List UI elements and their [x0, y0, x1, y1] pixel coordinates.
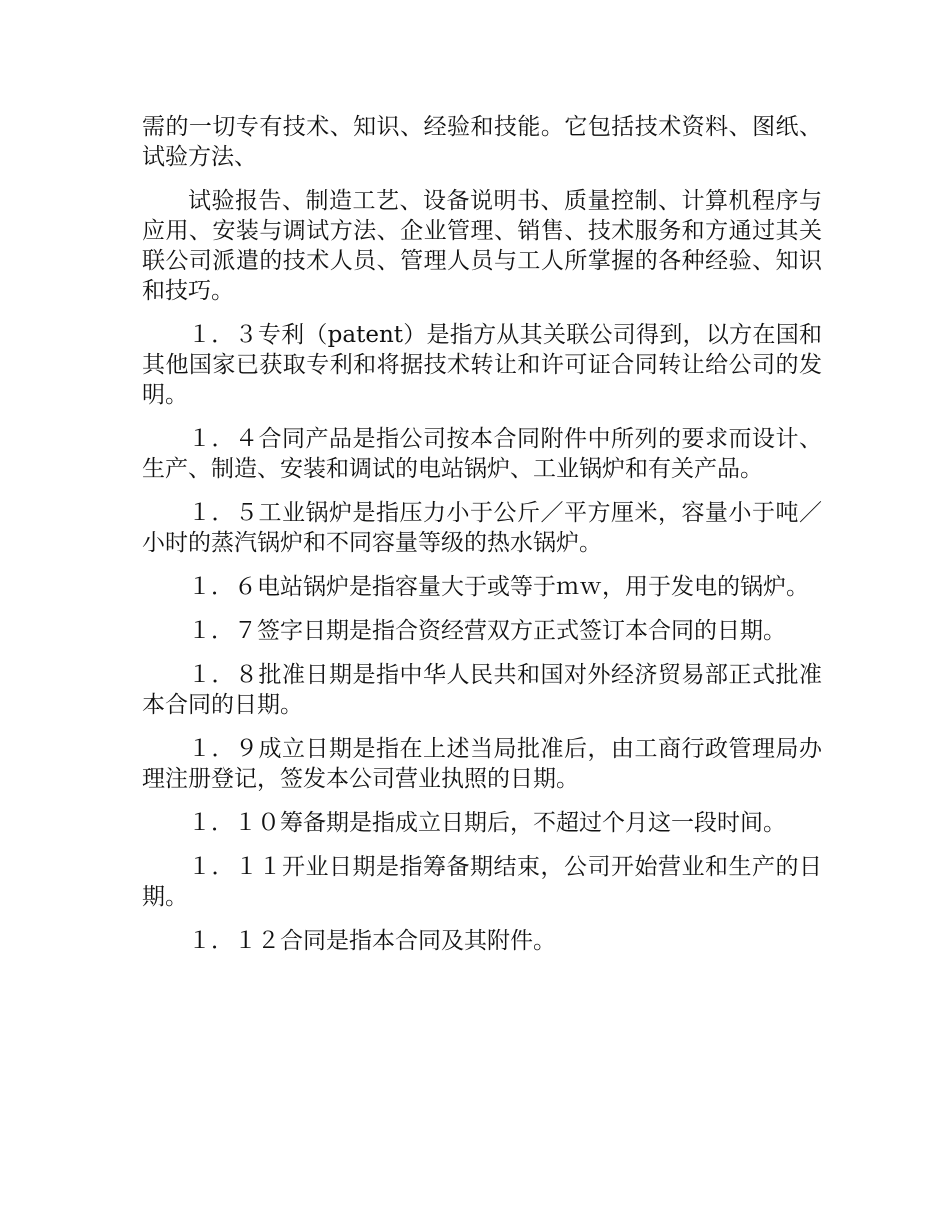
- paragraph-1-12-contract: １．１２合同是指本合同及其附件。: [188, 928, 556, 954]
- paragraph-1-10-preparation-period: １．１０筹备期是指成立日期后，不超过个月这一段时间。: [188, 810, 786, 836]
- paragraph-1-11-opening-date: １．１１开业日期是指筹备期结束，公司开始营业和生产的日期。: [142, 854, 822, 910]
- paragraph-technical-knowhow-continued: 需的一切专有技术、知识、经验和技能。它包括技术资料、图纸、试验方法、: [142, 114, 822, 170]
- document-body: [142, 112, 822, 970]
- paragraph-1-7-signing-date: １．７签字日期是指合资经营双方正式签订本合同的日期。: [188, 618, 786, 644]
- paragraph-1-6-power-station-boiler: １．６电站锅炉是指容量大于或等于ｍｗ，用于发电的锅炉。: [188, 574, 809, 600]
- paragraph-technical-knowhow-details: 试验报告、制造工艺、设备说明书、质量控制、计算机程序与应用、安装与调试方法、企业管理、销售、技术服务和方通过其关联公司派遣的技术人员、管理人员与工人所掌握的各种经验、知识和技巧。: [142, 188, 822, 304]
- paragraph-1-4-contract-products: １．４合同产品是指公司按本合同附件中所列的要求而设计、生产、制造、安装和调试的电站锅炉、工业锅炉和有关产品。: [142, 426, 822, 482]
- paragraph-1-9-establishment-date: １．９成立日期是指在上述当局批准后，由工商行政管理局办理注册登记，签发本公司营业执照的日期。: [142, 736, 822, 792]
- paragraph-1-8-approval-date: １．８批准日期是指中华人民共和国对外经济贸易部正式批准本合同的日期。: [142, 662, 822, 718]
- paragraph-1-3-patent: １．３专利（patent）是指方从其关联公司得到，以方在国和其他国家已获取专利和将据技术转让和许可证合同转让给公司的发明。: [142, 322, 822, 408]
- paragraph-1-5-industrial-boiler: １．５工业锅炉是指压力小于公斤／平方厘米，容量小于吨／小时的蒸汽锅炉和不同容量等级的热水锅炉。: [142, 500, 822, 556]
